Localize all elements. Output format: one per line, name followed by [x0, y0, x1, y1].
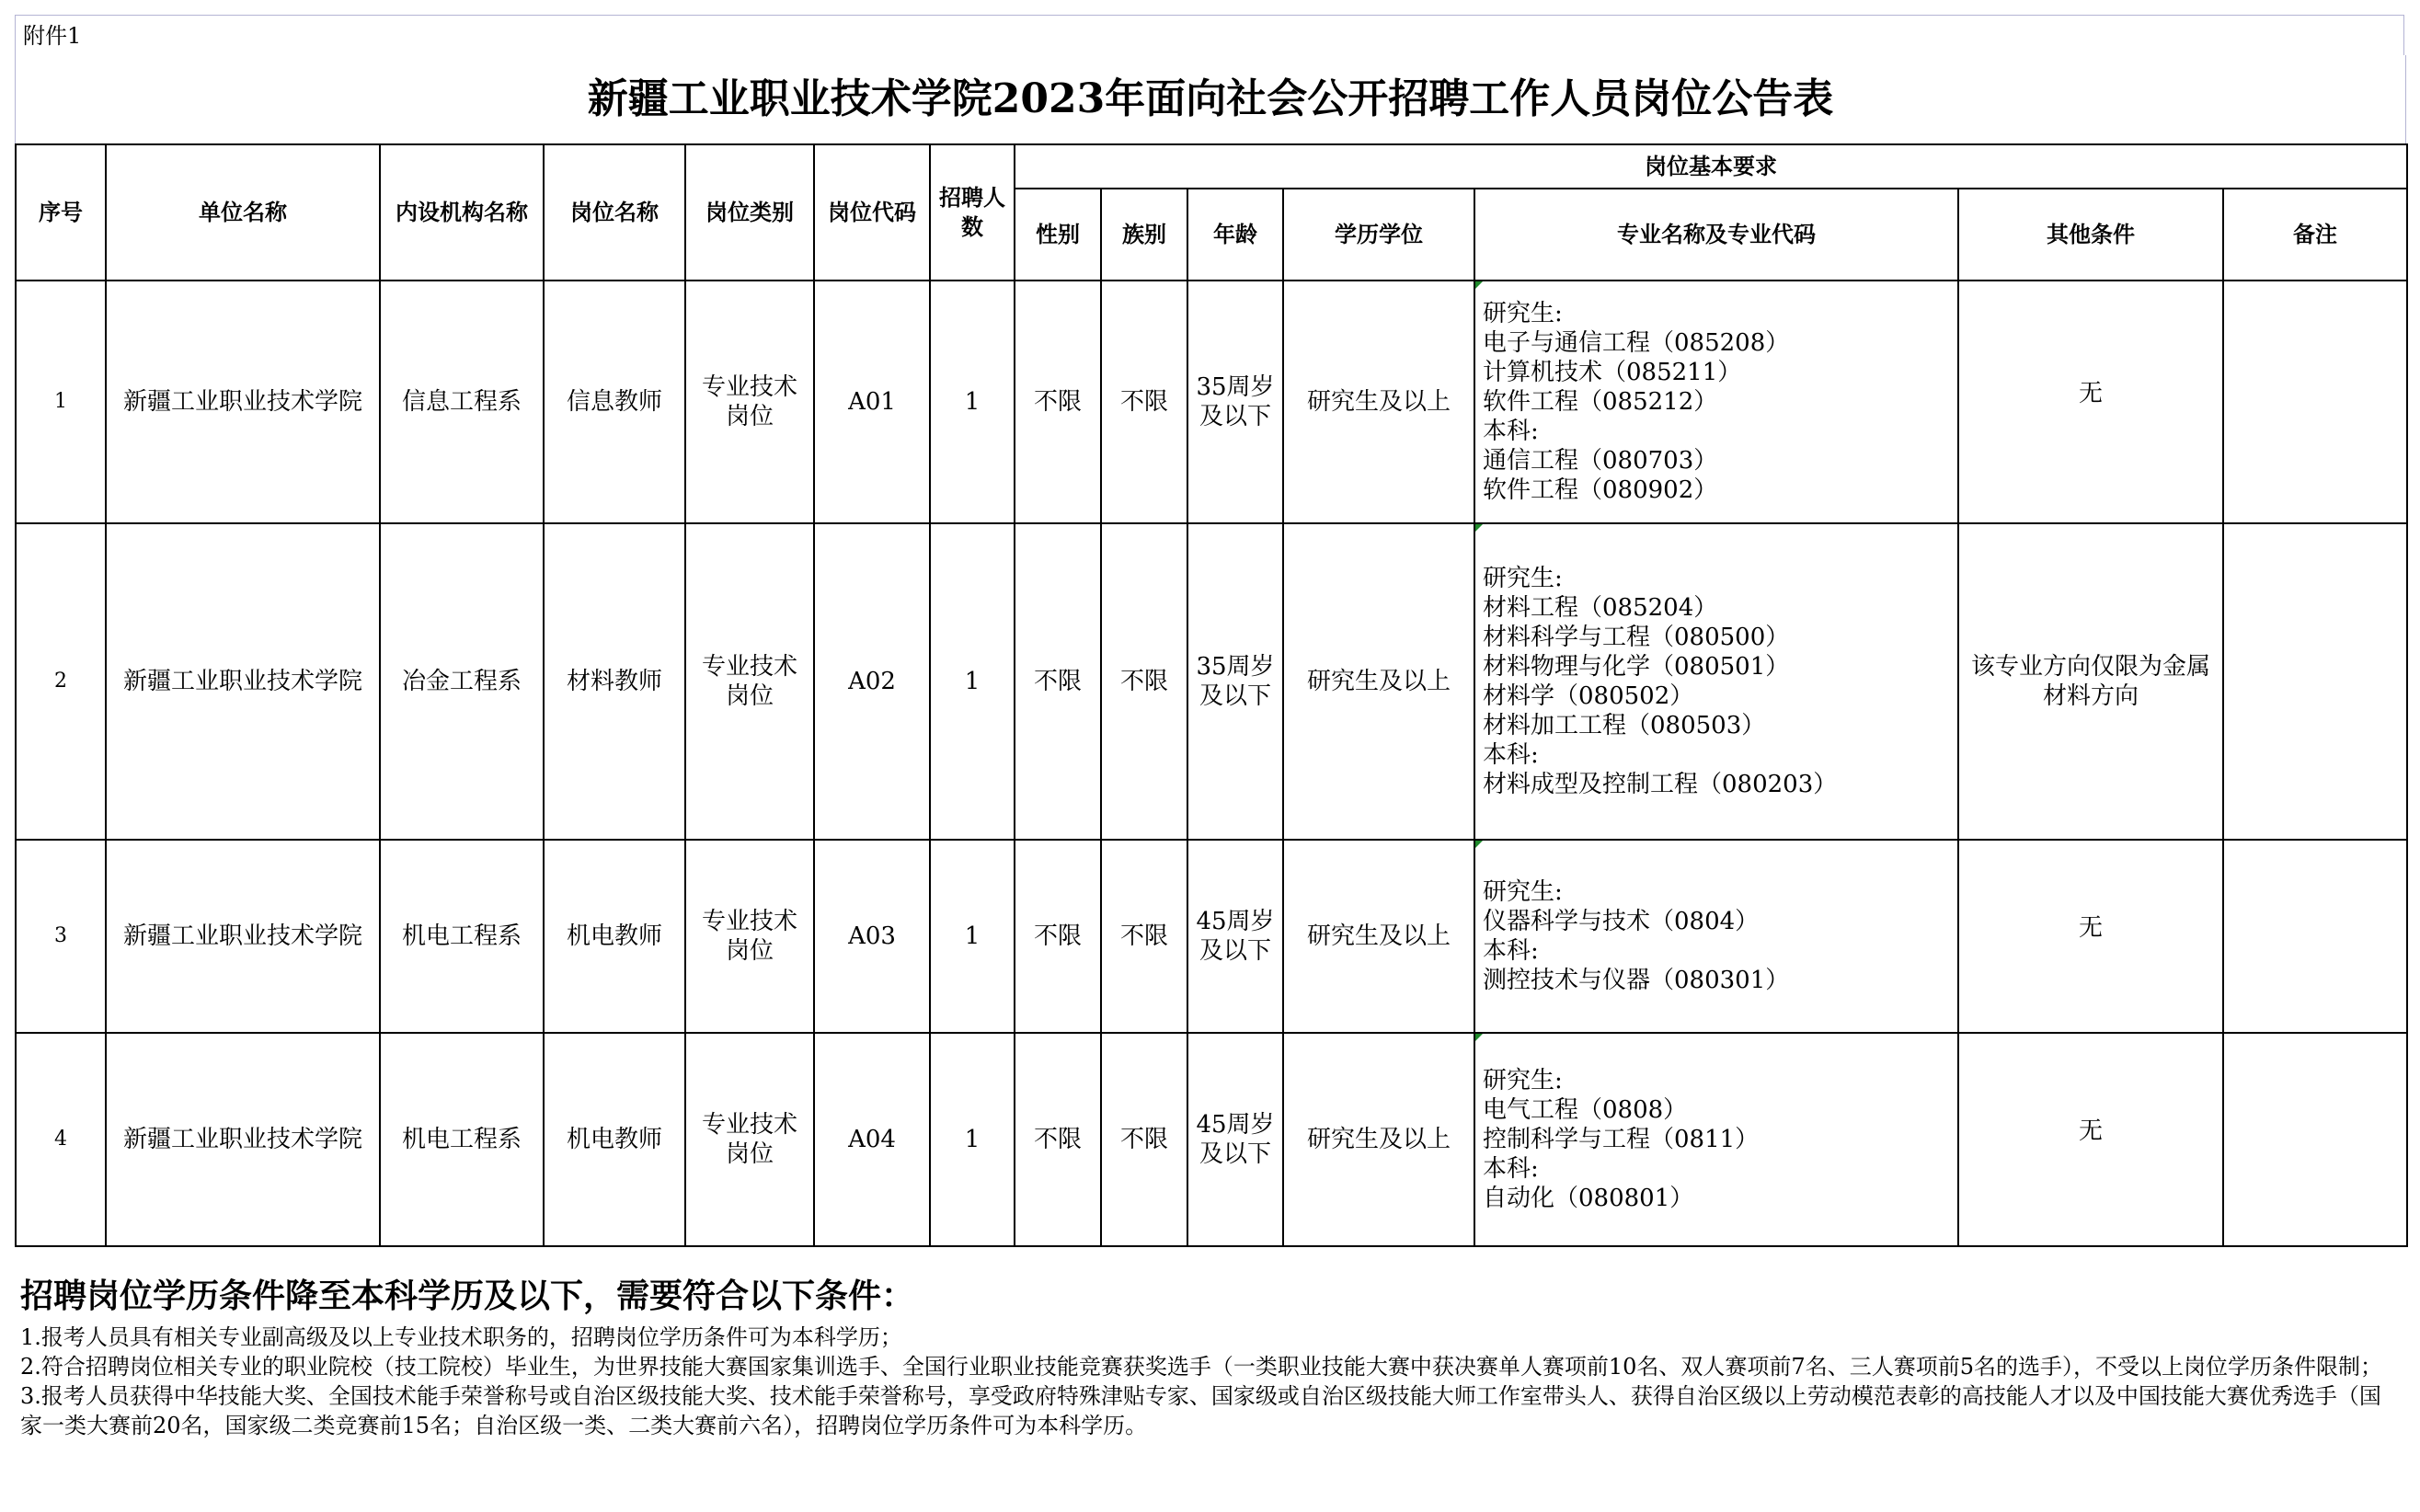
count-cell: 1 — [930, 1033, 1015, 1246]
header-major: 专业名称及专业代码 — [1474, 189, 1958, 281]
seq-cell: 1 — [16, 281, 106, 523]
header-count: 招聘人数 — [930, 144, 1015, 281]
major-line: 材料学（080502） — [1483, 682, 1694, 710]
cell-comment-marker — [1475, 841, 1483, 848]
recruitment-table — [15, 143, 2408, 1247]
dept-cell: 机电工程系 — [380, 840, 544, 1033]
seq-cell: 2 — [16, 523, 106, 840]
ethnicity-cell: 不限 — [1101, 840, 1187, 1033]
code-cell: A02 — [814, 523, 930, 840]
unit-cell: 新疆工业职业技术学院 — [106, 1033, 380, 1246]
notes-heading: 招聘岗位学历条件降至本科学历及以下，需要符合以下条件： — [20, 1277, 915, 1315]
header-gender: 性别 — [1015, 189, 1101, 281]
education-cell: 研究生及以上 — [1283, 840, 1474, 1033]
remark-cell — [2223, 840, 2407, 1033]
major-line: 电子与通信工程（085208） — [1483, 329, 1790, 357]
ethnicity-cell: 不限 — [1101, 523, 1187, 840]
age-cell: 45周岁及以下 — [1187, 840, 1283, 1033]
major-line: 研究生: — [1483, 300, 1563, 327]
header-basic-requirements: 岗位基本要求 — [1015, 144, 2407, 189]
major-line: 研究生: — [1483, 1067, 1563, 1094]
post-cell: 信息教师 — [544, 281, 685, 523]
remark-cell — [2223, 523, 2407, 840]
major-line: 本科: — [1483, 1155, 1539, 1183]
major-line: 测控技术与仪器（080301） — [1483, 967, 1790, 994]
age-cell: 45周岁及以下 — [1187, 1033, 1283, 1246]
dept-cell: 冶金工程系 — [380, 523, 544, 840]
other-cell: 该专业方向仅限为金属材料方向 — [1958, 523, 2223, 840]
table-row — [16, 281, 2407, 523]
header-other: 其他条件 — [1958, 189, 2223, 281]
major-line: 仪器科学与技术（0804） — [1483, 908, 1760, 935]
major-line: 材料成型及控制工程（080203） — [1483, 771, 1838, 798]
major-line: 材料科学与工程（080500） — [1483, 624, 1790, 651]
post-cell: 机电教师 — [544, 1033, 685, 1246]
other-cell: 无 — [1958, 281, 2223, 523]
gender-cell: 不限 — [1015, 1033, 1101, 1246]
category-cell: 专业技术岗位 — [685, 1033, 814, 1246]
unit-cell: 新疆工业职业技术学院 — [106, 523, 380, 840]
dept-cell: 机电工程系 — [380, 1033, 544, 1246]
ethnicity-cell: 不限 — [1101, 281, 1187, 523]
note-item: 3.报考人员获得中华技能大奖、全国技术能手荣誉称号或自治区级技能大奖、技术能手荣誉称号，享受政府特殊津贴专家、国家级或自治区级技能大师工作室带头人、获得自治区级以上劳动模范表彰的高技能人才以及中国技能大赛优秀选手（国家一类大赛前20名，国家级二类竞赛前15名；自治区级一类、二类大赛前六名），招聘岗位学历条件可为本科学历。 — [20, 1383, 2381, 1438]
note-item: 2.符合招聘岗位相关专业的职业院校（技工院校）毕业生，为世界技能大赛国家集训选手、全国行业职业技能竞赛获奖选手（一类职业技能大赛中获决赛单人赛项前10名、双人赛项前7名、三人赛项前5名的选手），不受以上岗位学历条件限制； — [20, 1354, 2382, 1380]
header-unit: 单位名称 — [106, 144, 380, 281]
major-line: 软件工程（085212） — [1483, 388, 1718, 416]
education-cell: 研究生及以上 — [1283, 523, 1474, 840]
post-cell: 材料教师 — [544, 523, 685, 840]
major-line: 软件工程（080902） — [1483, 476, 1718, 504]
header-remark: 备注 — [2223, 189, 2407, 281]
cell-comment-marker — [1475, 1034, 1483, 1041]
count-cell: 1 — [930, 281, 1015, 523]
table-row — [16, 1033, 2407, 1246]
major-line: 计算机技术（085211） — [1483, 359, 1742, 386]
age-cell: 35周岁及以下 — [1187, 523, 1283, 840]
major-line: 材料物理与化学（080501） — [1483, 653, 1790, 681]
gender-cell: 不限 — [1015, 523, 1101, 840]
major-line: 本科: — [1483, 418, 1539, 445]
header-ethnicity: 族别 — [1101, 189, 1187, 281]
gender-cell: 不限 — [1015, 281, 1101, 523]
other-cell: 无 — [1958, 1033, 2223, 1246]
page-title: 新疆工业职业技术学院2023年面向社会公开招聘工作人员岗位公告表 — [15, 55, 2406, 143]
category-cell: 专业技术岗位 — [685, 281, 814, 523]
cell-comment-marker — [1475, 281, 1483, 289]
table-row — [16, 523, 2407, 840]
category-cell: 专业技术岗位 — [685, 523, 814, 840]
table-row — [16, 840, 2407, 1033]
major-line: 材料工程（085204） — [1483, 594, 1718, 622]
major-line: 自动化（080801） — [1483, 1185, 1694, 1212]
count-cell: 1 — [930, 840, 1015, 1033]
code-cell: A03 — [814, 840, 930, 1033]
attachment-label: 附件1 — [15, 15, 2404, 55]
major-line: 控制科学与工程（0811） — [1483, 1126, 1760, 1153]
major-cell — [1474, 281, 1958, 523]
header-category: 岗位类别 — [685, 144, 814, 281]
cell-comment-marker — [1475, 524, 1483, 532]
header-code: 岗位代码 — [814, 144, 930, 281]
code-cell: A01 — [814, 281, 930, 523]
major-line: 电气工程（0808） — [1483, 1096, 1688, 1124]
notes-section — [20, 1273, 2393, 1440]
major-line: 本科: — [1483, 741, 1539, 769]
major-line: 本科: — [1483, 937, 1539, 965]
header-seq: 序号 — [16, 144, 106, 281]
ethnicity-cell: 不限 — [1101, 1033, 1187, 1246]
dept-cell: 信息工程系 — [380, 281, 544, 523]
seq-cell: 3 — [16, 840, 106, 1033]
note-item: 1.报考人员具有相关专业副高级及以上专业技术职务的，招聘岗位学历条件可为本科学历； — [20, 1324, 902, 1350]
major-line: 通信工程（080703） — [1483, 447, 1718, 475]
major-cell — [1474, 1033, 1958, 1246]
unit-cell: 新疆工业职业技术学院 — [106, 840, 380, 1033]
age-cell: 35周岁及以下 — [1187, 281, 1283, 523]
code-cell: A04 — [814, 1033, 930, 1246]
major-cell — [1474, 840, 1958, 1033]
post-cell: 机电教师 — [544, 840, 685, 1033]
header-dept: 内设机构名称 — [380, 144, 544, 281]
other-cell: 无 — [1958, 840, 2223, 1033]
header-education: 学历学位 — [1283, 189, 1474, 281]
education-cell: 研究生及以上 — [1283, 1033, 1474, 1246]
header-age: 年龄 — [1187, 189, 1283, 281]
major-line: 研究生: — [1483, 565, 1563, 592]
unit-cell: 新疆工业职业技术学院 — [106, 281, 380, 523]
major-line: 材料加工工程（080503） — [1483, 712, 1766, 739]
category-cell: 专业技术岗位 — [685, 840, 814, 1033]
seq-cell: 4 — [16, 1033, 106, 1246]
gender-cell: 不限 — [1015, 840, 1101, 1033]
remark-cell — [2223, 1033, 2407, 1246]
major-cell — [1474, 523, 1958, 840]
count-cell: 1 — [930, 523, 1015, 840]
education-cell: 研究生及以上 — [1283, 281, 1474, 523]
header-post: 岗位名称 — [544, 144, 685, 281]
remark-cell — [2223, 281, 2407, 523]
major-line: 研究生: — [1483, 878, 1563, 906]
